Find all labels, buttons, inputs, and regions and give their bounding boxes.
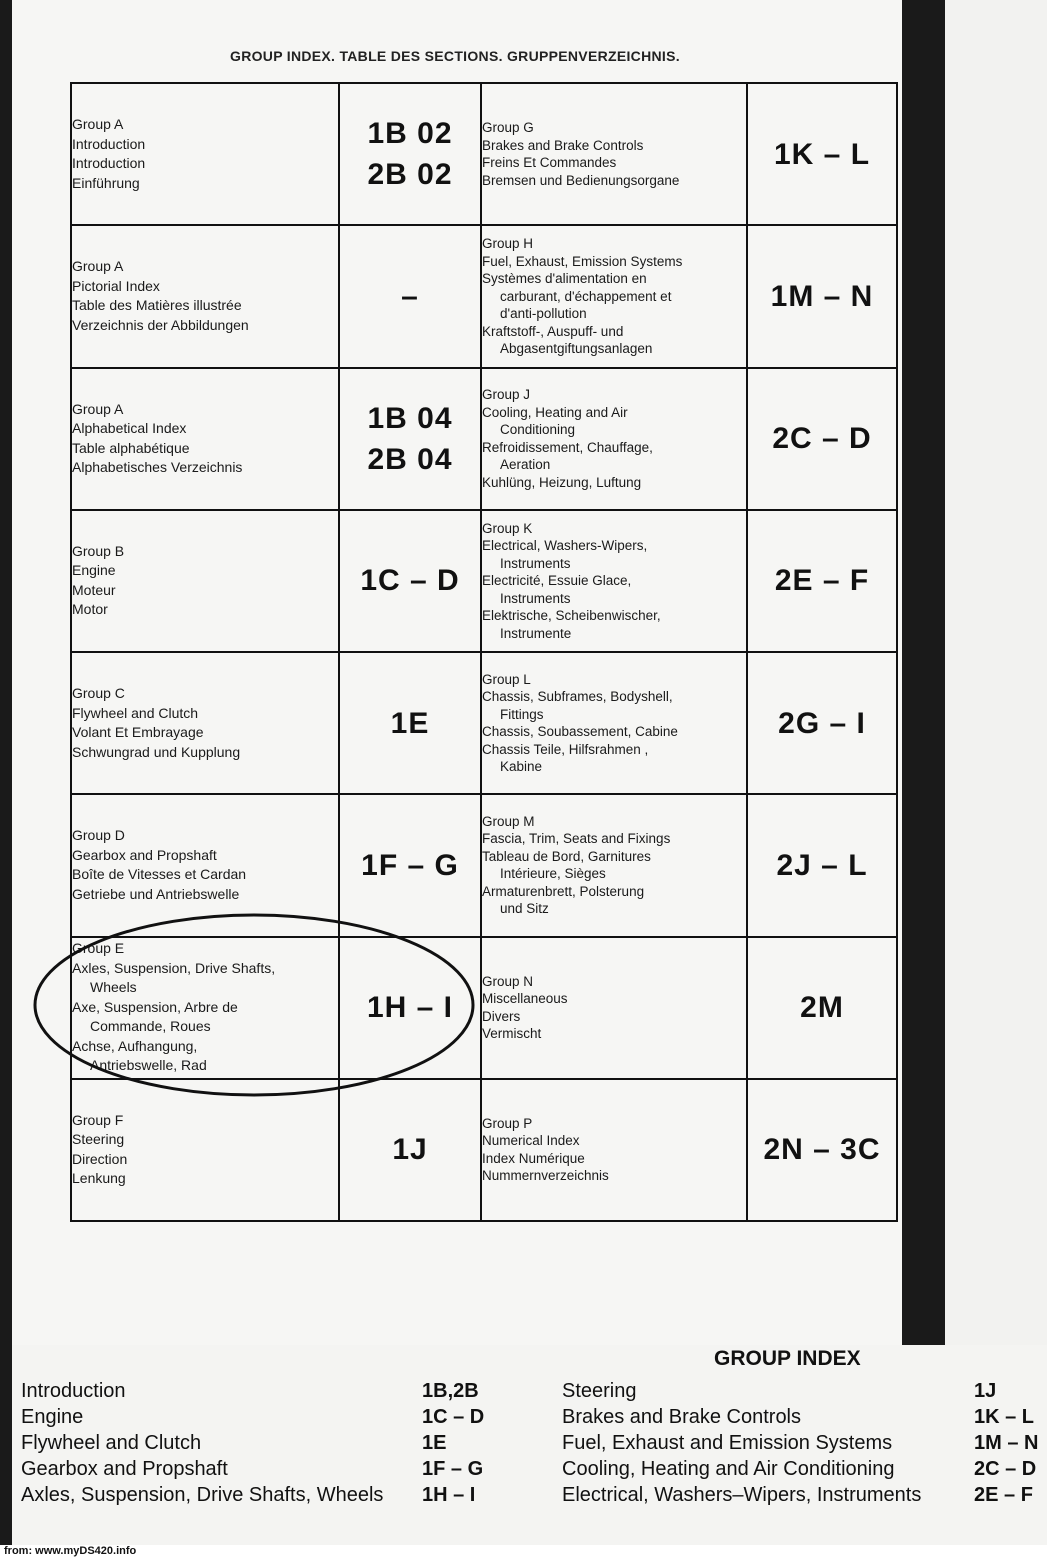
group-description-line: Brakes and Brake Controls xyxy=(482,137,644,153)
index-row xyxy=(71,1079,897,1221)
section-code-cell xyxy=(339,225,481,367)
group-description-line: Miscellaneous xyxy=(482,991,568,1007)
group-name: Group N xyxy=(482,973,534,989)
group-description-cell xyxy=(481,225,747,367)
section-code-cell xyxy=(339,510,481,652)
section-code: – xyxy=(401,279,419,313)
group-name: Group G xyxy=(482,120,534,136)
section-code: 1E xyxy=(390,706,430,740)
bottom-index-label: Axles, Suspension, Drive Shafts, Wheels xyxy=(21,1484,384,1506)
group-description-cell xyxy=(71,368,339,510)
group-description-line: Introduction xyxy=(72,155,146,172)
section-code: 1H – I xyxy=(366,991,454,1025)
group-description-line: Einführung xyxy=(72,174,140,191)
group-description-line: Chassis, Soubassement, Cabine xyxy=(482,724,678,740)
section-code: 1B 02 xyxy=(367,117,453,151)
section-code-cell xyxy=(747,1079,897,1221)
group-description-cell xyxy=(71,83,339,225)
group-description-line: Direction xyxy=(72,1150,128,1167)
section-code-cell xyxy=(747,794,897,936)
group-description-line: Motor xyxy=(72,601,108,618)
group-description-line: Pictorial Index xyxy=(72,277,160,294)
group-description-line: Vermischt xyxy=(482,1026,542,1042)
group-description-line: Aeration xyxy=(500,457,551,473)
bottom-index-code: 1F – G xyxy=(422,1458,484,1480)
bottom-index-label: Cooling, Heating and Air Conditioning xyxy=(562,1458,895,1480)
group-description-line: Index Numérique xyxy=(482,1150,585,1166)
footer-strip xyxy=(0,1545,1047,1560)
group-description-line: Armaturenbrett, Polsterung xyxy=(482,883,645,899)
group-description-line: Numerical Index xyxy=(482,1133,580,1149)
bottom-index-code: 1E xyxy=(422,1432,447,1454)
index-row xyxy=(71,225,897,367)
group-description-line: Kraftstoff-, Auspuff- und xyxy=(482,323,624,339)
group-description-line: Engine xyxy=(72,562,116,579)
hand-drawn-circle-annotation xyxy=(32,912,476,1098)
index-row xyxy=(71,83,897,225)
section-code-cell xyxy=(747,652,897,794)
index-row xyxy=(71,510,897,652)
group-description-line: Volant Et Embrayage xyxy=(72,724,204,741)
group-description-line: Achse, Aufhangung, xyxy=(72,1037,198,1054)
group-description-line: Chassis, Subframes, Bodyshell, xyxy=(482,689,673,705)
group-description-cell xyxy=(481,794,747,936)
group-description-cell xyxy=(71,510,339,652)
bottom-index-label: Engine xyxy=(21,1406,84,1428)
bottom-index-code: 1H – I xyxy=(422,1484,476,1506)
section-code: 2J – L xyxy=(776,848,868,882)
group-description-line: Flywheel and Clutch xyxy=(72,704,199,721)
group-description-line: Wheels xyxy=(90,979,137,996)
group-description-line: Cooling, Heating and Air xyxy=(482,404,628,420)
bottom-index-label: Steering xyxy=(562,1380,637,1402)
section-code: 1M – N xyxy=(770,279,874,313)
group-description-line: Table des Matières illustrée xyxy=(72,297,242,314)
group-description-line: Conditioning xyxy=(500,422,576,438)
group-description-line: Verzeichnis der Abbildungen xyxy=(72,316,249,333)
section-code-cell xyxy=(747,368,897,510)
section-code-cell xyxy=(339,1079,481,1221)
section-code-cell xyxy=(339,368,481,510)
group-name: Group K xyxy=(482,520,533,536)
group-description-cell xyxy=(71,652,339,794)
group-description-line: Electricité, Essuie Glace, xyxy=(482,573,632,589)
group-name: Group H xyxy=(482,236,534,252)
group-description-line: Fuel, Exhaust, Emission Systems xyxy=(482,253,683,269)
group-description-line: Kuhlüng, Heizung, Luftung xyxy=(482,474,642,490)
bottom-index-code: 1M – N xyxy=(974,1432,1039,1454)
section-code: 1J xyxy=(392,1133,428,1167)
bottom-index-label: Fuel, Exhaust and Emission Systems xyxy=(562,1432,893,1454)
group-description-line: Fascia, Trim, Seats and Fixings xyxy=(482,831,671,847)
group-description-line: d'anti-pollution xyxy=(500,306,587,322)
group-name: Group B xyxy=(72,542,125,559)
group-description-line: Axe, Suspension, Arbre de xyxy=(72,998,238,1015)
group-description-line: Gearbox and Propshaft xyxy=(72,846,217,863)
section-code: 2E – F xyxy=(774,564,870,598)
group-description-line: Steering xyxy=(72,1131,125,1148)
bottom-index-code: 1B,2B xyxy=(422,1380,479,1402)
group-description-line: Getriebe und Antriebswelle xyxy=(72,885,240,902)
group-description-line: Alphabetical Index xyxy=(72,420,187,437)
group-description-line: Refroidissement, Chauffage, xyxy=(482,439,653,455)
group-description-line: Bremsen und Bedienungsorgane xyxy=(482,172,680,188)
group-description-line: Schwungrad und Kupplung xyxy=(72,743,241,760)
bottom-index-title: GROUP INDEX xyxy=(714,1347,861,1370)
group-name: Group C xyxy=(72,685,125,702)
group-description-line: Systèmes d'alimentation en xyxy=(482,271,647,287)
group-description-line: Chassis Teile, Hilfsrahmen , xyxy=(482,741,649,757)
section-code: 2B 02 xyxy=(367,158,453,192)
group-description-line: Fittings xyxy=(500,706,544,722)
adjacent-page-edge xyxy=(945,0,1047,1345)
group-description-line: Elektrische, Scheibenwischer, xyxy=(482,608,661,624)
group-description-line: und Sitz xyxy=(500,901,549,917)
section-code-cell xyxy=(747,225,897,367)
bottom-index-label: Brakes and Brake Controls xyxy=(562,1406,802,1428)
group-name: Group L xyxy=(482,671,531,687)
bottom-index-label: Electrical, Washers–Wipers, Instruments xyxy=(562,1484,922,1506)
group-description-cell xyxy=(481,652,747,794)
group-description-cell xyxy=(481,1079,747,1221)
group-description-cell xyxy=(71,1079,339,1221)
group-name: Group M xyxy=(482,813,535,829)
group-name: Group A xyxy=(72,258,124,275)
group-description-line: Antriebswelle, Rad xyxy=(90,1057,207,1074)
index-row xyxy=(71,652,897,794)
section-code: 2M xyxy=(800,991,844,1025)
source-footer: from: www.myDS420.info xyxy=(4,1545,137,1557)
group-description-line: Instruments xyxy=(500,555,571,571)
bottom-index-code: 1J xyxy=(974,1380,997,1402)
group-description-cell xyxy=(481,937,747,1079)
group-description-line: Electrical, Washers-Wipers, xyxy=(482,538,648,554)
group-description-cell xyxy=(481,368,747,510)
bottom-index-label: Gearbox and Propshaft xyxy=(21,1458,228,1480)
group-description-line: Instrumente xyxy=(500,625,572,641)
section-code-cell xyxy=(747,510,897,652)
group-description-line: Commande, Roues xyxy=(90,1018,211,1035)
index-heading: GROUP INDEX. TABLE DES SECTIONS. GRUPPENVERZEICHNIS. xyxy=(230,48,680,64)
section-code: 1F – G xyxy=(361,848,459,882)
group-description-cell xyxy=(71,225,339,367)
section-code-cell xyxy=(339,652,481,794)
group-description-line: Table alphabétique xyxy=(72,439,190,456)
group-name: Group D xyxy=(72,827,125,844)
group-description-line: Axles, Suspension, Drive Shafts, xyxy=(72,959,276,976)
section-code-cell xyxy=(747,937,897,1079)
group-description-line: Intérieure, Sièges xyxy=(500,866,606,882)
group-name: Group P xyxy=(482,1115,533,1131)
bottom-index-code: 1K – L xyxy=(974,1406,1035,1428)
group-description-line: Tableau de Bord, Garnitures xyxy=(482,848,651,864)
section-code: 2B 04 xyxy=(367,442,453,476)
group-name: Group E xyxy=(72,940,125,957)
group-description-line: Freins Et Commandes xyxy=(482,155,617,171)
group-description-line: Lenkung xyxy=(72,1170,126,1187)
bottom-index-code: 2C – D xyxy=(974,1458,1037,1480)
group-name: Group F xyxy=(72,1111,124,1128)
group-description-line: Boîte de Vitesses et Cardan xyxy=(72,866,247,883)
bottom-index-code: 1C – D xyxy=(422,1406,485,1428)
group-description-line: Moteur xyxy=(72,581,116,598)
group-description-line: Instruments xyxy=(500,590,571,606)
group-description-line: Divers xyxy=(482,1008,521,1024)
bottom-index-label: Introduction xyxy=(21,1380,126,1402)
index-row xyxy=(71,368,897,510)
group-description-line: Alphabetisches Verzeichnis xyxy=(72,459,243,476)
section-code: 1K – L xyxy=(773,137,871,171)
group-description-line: Kabine xyxy=(500,759,543,775)
section-code: 1C – D xyxy=(360,564,460,598)
bottom-index-code: 2E – F xyxy=(974,1484,1033,1506)
group-description-line: Nummernverzeichnis xyxy=(482,1168,609,1184)
section-code: 1B 04 xyxy=(367,401,453,435)
group-description-cell xyxy=(481,83,747,225)
group-description-line: Introduction xyxy=(72,135,146,152)
group-description-line: Abgasentgiftungsanlagen xyxy=(500,341,653,357)
section-code-cell xyxy=(339,83,481,225)
group-name: Group A xyxy=(72,116,124,133)
group-name: Group A xyxy=(72,400,124,417)
group-name: Group J xyxy=(482,387,531,403)
section-code: 2G – I xyxy=(778,706,866,740)
group-description-line: carburant, d'échappement et xyxy=(500,288,672,304)
section-code: 2N – 3C xyxy=(763,1133,881,1167)
bottom-index-label: Flywheel and Clutch xyxy=(21,1432,202,1454)
group-description-cell xyxy=(481,510,747,652)
section-code: 2C – D xyxy=(772,422,872,456)
section-code-cell xyxy=(747,83,897,225)
